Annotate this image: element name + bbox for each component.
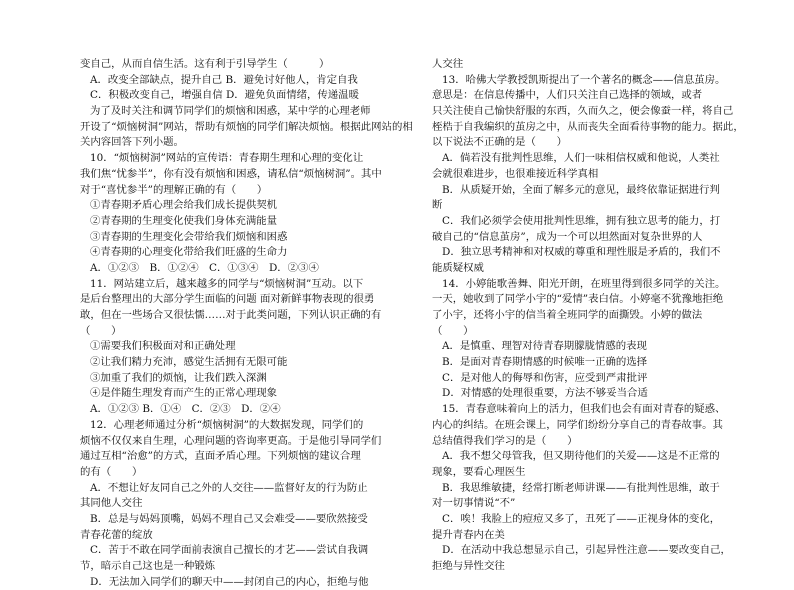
text-line: 了小宇，还将小宇的信当着全班同学的面撕毁。小婷的做法 bbox=[432, 309, 703, 321]
text-line: C．是对他人的侮辱和伤害，应受到严肃批评 bbox=[442, 371, 648, 384]
text-line: 变自己，从而自信生活。这有利于引导学生（ ） bbox=[80, 58, 330, 70]
text-line: 对一切事情说“不” bbox=[432, 497, 516, 510]
text-line: B．我思维敏捷，经常打断老师讲课——有批判性思维，敢于 bbox=[442, 481, 720, 494]
text-line: 对于“喜忧参半”的理解正确的有（ ） bbox=[80, 183, 268, 196]
text-line: 会就很难进步，也很难接近科学真相 bbox=[432, 167, 599, 180]
text-line: 关内容回答下列小题。 bbox=[80, 136, 184, 149]
text-line: B．从质疑开始，全面了解多元的意见，最终依靠证据进行判 bbox=[442, 183, 720, 196]
text-line: 敢，但在一些场合又很怯懦……对于此类问题，下列认识正确的有 bbox=[80, 309, 382, 321]
text-line: （ ） bbox=[80, 324, 122, 337]
text-line: A．①②③ B．①②④ C．①③④ D．②③④ bbox=[90, 261, 319, 274]
text-line: ④青春期的心理变化带给我们旺盛的生命力 bbox=[90, 246, 288, 259]
text-line: 以下说法不正确的是（ ） bbox=[432, 136, 568, 149]
text-line: 烦恼不仅仅来自生理，心理问题的咨询率更高。于是他引导同学们 bbox=[80, 434, 382, 447]
text-line: 是后台整理出的大部分学生面临的问题 面对新鲜事物表现的很勇 bbox=[80, 293, 375, 306]
text-line: D．在活动中我总想显示自己，引起异性注意——要改变自己， bbox=[442, 544, 731, 557]
text-line: 一天，她收到了同学小宇的“爱情”表白信。小婷毫不犹豫地拒绝 bbox=[432, 293, 724, 306]
text-line: ④是伴随生理发育而产生的正常心理现象 bbox=[90, 387, 278, 400]
text-line: 总结值得我们学习的是（ ） bbox=[432, 434, 578, 447]
right-column bbox=[432, 57, 778, 575]
text-line: A．我不想父母管我，但又期待他们的关爱——这是不正常的 bbox=[442, 450, 720, 463]
text-line: D．无法加入同学们的聊天中——封闭自己的内心，拒绝与他 bbox=[90, 575, 369, 588]
text-line: ②青春期的生理变化使我们身体充满能量 bbox=[90, 214, 278, 227]
text-line: 为了及时关注和调节同学们的烦恼和困惑，某中学的心理老师 bbox=[90, 105, 371, 118]
text-line: ③加重了我们的烦恼，让我们跌入深渊 bbox=[90, 371, 267, 384]
text-line: 12．心理老师通过分析“烦恼树洞”的大数据发现，同学们的 bbox=[90, 418, 364, 431]
text-line: 内心的纠结。在班会课上，同学们纷纷分享自己的青春故事。其 bbox=[432, 418, 723, 431]
text-line: 其同他人交往 bbox=[80, 497, 143, 510]
text-line: 15．青春意味着向上的活力，但我们也会有面对青春的疑惑、 bbox=[442, 403, 726, 416]
text-line: B．是面对青春期情感的时候唯一正确的选择 bbox=[442, 356, 648, 369]
text-line: ②让我们精力充沛，感觉生活拥有无限可能 bbox=[90, 356, 288, 369]
text-line: 破自己的“信息茧房”，成为一个可以坦然面对复杂世界的人 bbox=[432, 230, 703, 243]
text-line: 提升青春内在美 bbox=[432, 528, 505, 541]
text-line: C．积极改变自己，增强自信 D．避免负面情绪，传递温暖 bbox=[90, 89, 359, 102]
text-line: 青春花蕾的绽放 bbox=[80, 528, 153, 541]
text-line: A．倘若没有批判性思维，人们一味相信权威和他说，人类社 bbox=[442, 152, 720, 165]
text-line: C．我们必须学会使用批判性思维，拥有独立思考的能力，打 bbox=[442, 214, 721, 227]
text-line: （ ） bbox=[432, 324, 474, 337]
text-line: A．改变全部缺点，提升自己 B．避免讨好他人，肯定自我 bbox=[90, 73, 358, 86]
text-line: 人交往 bbox=[432, 58, 464, 70]
text-line: 的有（ ） bbox=[80, 465, 143, 478]
text-line: 现象，要看心理医生 bbox=[432, 465, 526, 478]
text-line: 通过互相“治愈”的方式，直面矛盾心理。下列烦恼的建议合理 bbox=[80, 450, 361, 463]
text-line: 桎梏于自我编织的茧房之中，从而丧失全面看待事物的能力。据此， bbox=[432, 120, 744, 133]
left-column bbox=[80, 57, 426, 590]
text-line: A．①②③ B．①④ C．②③ D．②④ bbox=[90, 403, 281, 416]
text-line: 11．网站建立后，越来越多的同学与“烦恼树洞”互动。以下 bbox=[90, 277, 364, 290]
text-line: 能质疑权威 bbox=[432, 261, 484, 274]
text-line: 10．“烦恼树洞”网站的宣传语：青春期生理和心理的变化让 bbox=[90, 152, 364, 165]
text-line: 13．哈佛大学教授凯斯提出了一个著名的概念——信息茧房。 bbox=[442, 73, 726, 86]
text-line: 节，暗示自己这也是一种锻炼 bbox=[80, 560, 216, 572]
text-line: 只关注使自己愉快舒服的东西，久而久之，便会像蚕一样，将自己 bbox=[432, 105, 734, 118]
text-line: C．苦于不敢在同学面前表演自己擅长的才艺——尝试自我调 bbox=[90, 544, 369, 557]
text-line: D．对情感的处理很重要，方法不够妥当合适 bbox=[442, 387, 648, 400]
text-line: A．不想让好友同自己之外的人交往——监督好友的行为防止 bbox=[90, 481, 368, 494]
text-line: ③青春期的生理变化会带给我们烦恼和困惑 bbox=[90, 230, 288, 243]
text-line: B．总是与妈妈顶嘴，妈妈不理自己又会难受——要欣然接受 bbox=[90, 512, 368, 525]
text-line: 开设了“烦恼树洞”网站，帮助有烦恼的同学们解决烦恼。根据此网站的相 bbox=[80, 120, 413, 133]
text-line: 意思是：在信息传播中，人们只关注自己选择的领域，或者 bbox=[432, 89, 703, 102]
text-line: D．独立思考精神和对权威的尊重和理性服是矛盾的，我们不 bbox=[442, 246, 721, 259]
text-line: C．唉！我脸上的痘痘又多了，丑死了——正视身体的变化， bbox=[442, 512, 721, 525]
text-line: 我们焦“忧参半”，你有没有烦恼和困惑，请私信“烦恼树洞”。其中 bbox=[80, 167, 382, 180]
text-line: ①需要我们积极面对和正确处理 bbox=[90, 340, 236, 353]
text-line: A．是慎重、理智对待青春期朦胧情感的表现 bbox=[442, 340, 647, 353]
text-line: 14．小婷能歌善舞、阳光开朗，在班里得到很多同学的关注。 bbox=[442, 277, 726, 290]
text-line: ①青春期矛盾心理会给我们成长提供契机 bbox=[90, 199, 278, 212]
text-line: 拒绝与异性交往 bbox=[432, 560, 505, 572]
text-line: 断 bbox=[432, 199, 443, 212]
